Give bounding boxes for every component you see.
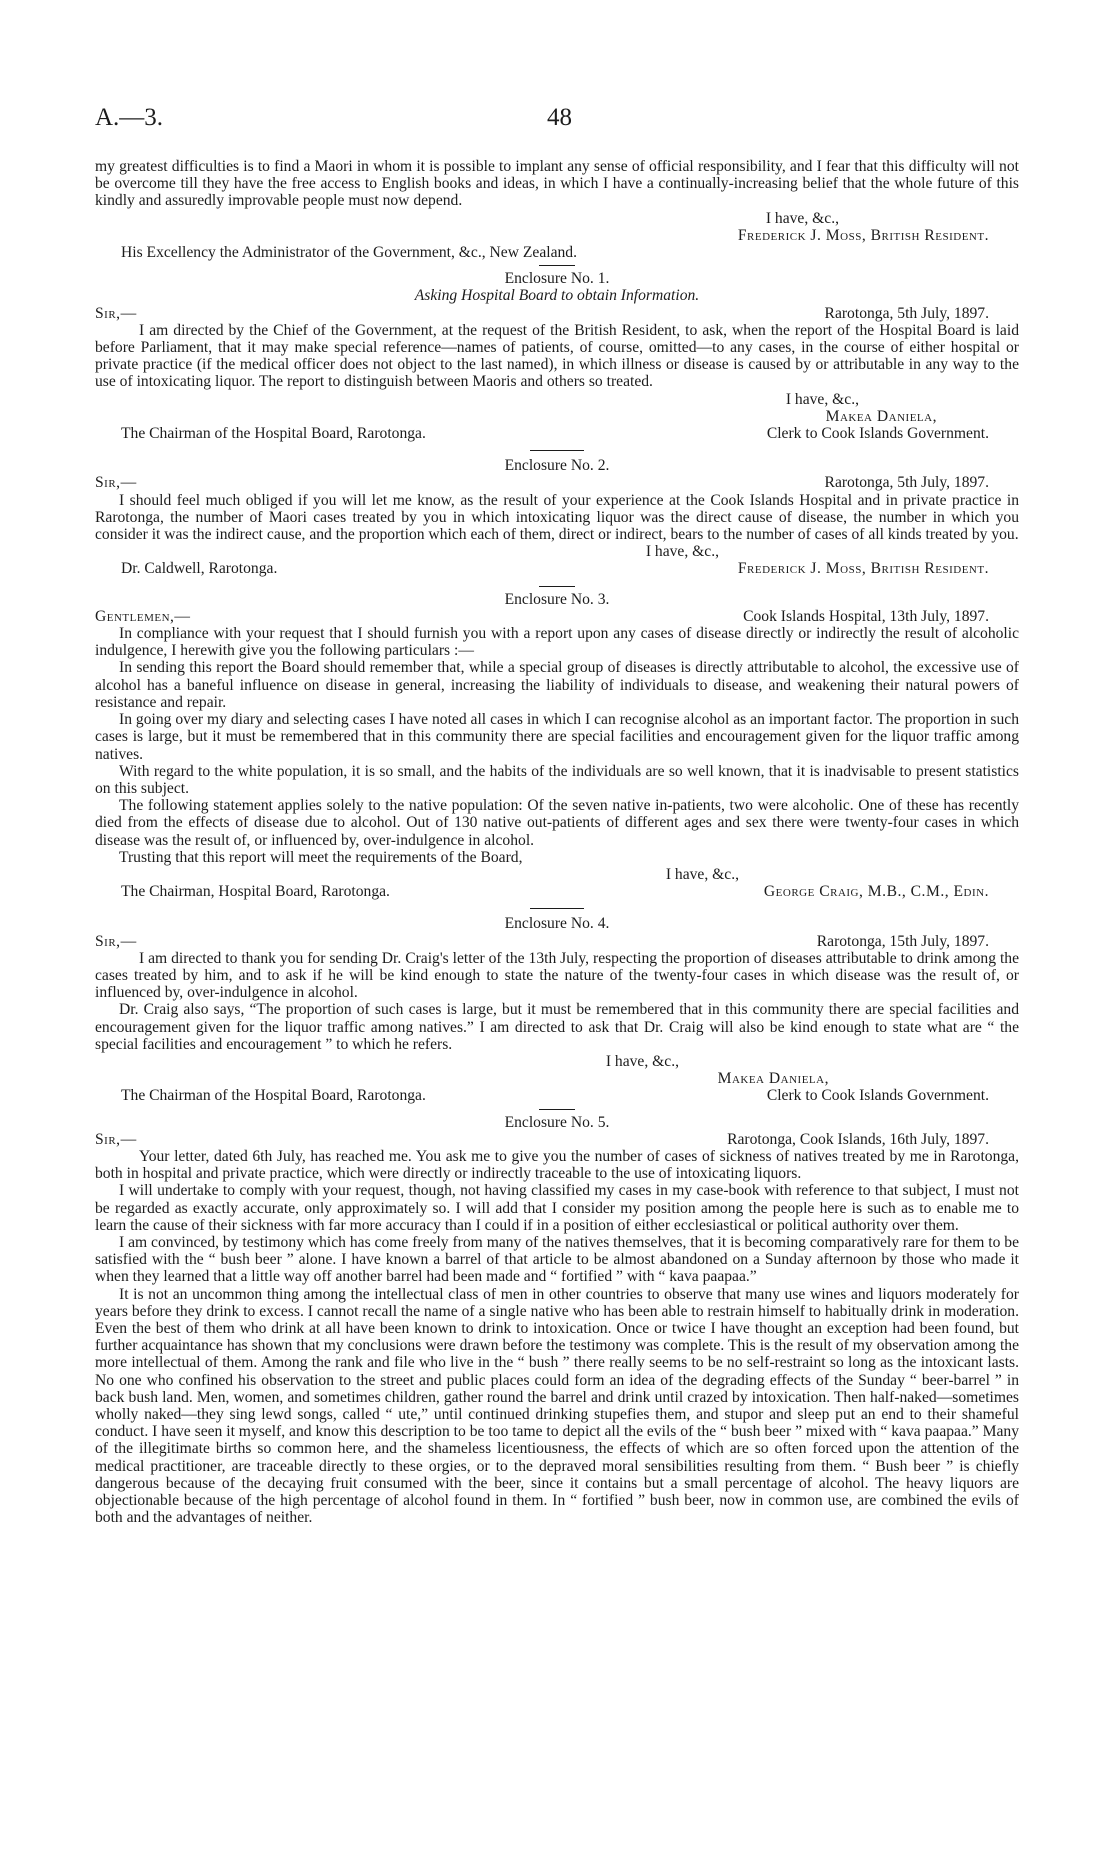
intro-signature [95,227,1019,244]
divider-rule [530,450,584,451]
document-body [95,158,1019,1526]
salutation-row [95,1131,1019,1148]
addressee-row [95,560,1019,577]
divider-rule [539,1109,575,1110]
addressee: The Chairman, Hospital Board, Rarotonga. [121,883,390,901]
signature [738,560,1019,577]
enclosure-5 [95,1114,1019,1527]
letter-closing: I have, &c., [785,390,859,408]
enclosure-title: Enclosure No. 4. [504,915,610,933]
salutation: Sir,— [95,932,137,950]
letter-paragraph: I should feel much obliged if you will let me know, as the result of your experience at the Cook Islands Hospital and in private practice in Rarotonga, the number of Maori cases treated by you in which intoxicating liquor was the direct cause of disease, the number in which you consider it was the indirect cause, and the proportion which each of them, direct or indirect, bears to the number of cases of all kinds treated by you. [95,491,1019,544]
enclosure-3 [95,591,1019,901]
intro-addressee: His Excellency the Administrator of the Government, &c., New Zealand. [121,244,577,262]
letter-paragraph: Your letter, dated 6th July, has reached me. You ask me to give you the number of cases of sickness of natives treated by me in Rarotonga, both in hospital and private practice, which were directly or indirectly traceable to the use of intoxicating liquors. [95,1147,1019,1183]
place-date: Rarotonga, 15th July, 1897. [816,932,989,950]
enclosure-4 [95,915,1019,1104]
document-reference: A.—3. [95,104,164,131]
letter-closing: I have, &c., [605,1052,679,1070]
salutation: Sir,— [95,474,137,492]
letter-paragraph: Dr. Craig also says, “The proportion of such cases is large, but it must be remembered that in this community there are special facilities and encouragement given for the liquor traffic among natives.” I am directed to ask that Dr. Craig will also be kind enough to state what are “ the special facilities and encouragement ” to which he refers. [95,1001,1019,1053]
letter-paragraph: I am convinced, by testimony which has come freely from many of the natives themselves, that it is becoming comparatively rare for them to be satisfied with the “ bush beer ” alone. I have known a barrel of that article to be almost abandoned on a Sunday afternoon by those who made it when they learned that a little way off another barrel had been made and “ fortified ” with “ kava paapaa.” [95,1233,1019,1286]
signatory-name [95,1070,1019,1087]
letter-paragraph: I am directed to thank you for sending Dr. Craig's letter of the 13th July, respecting the proportion of diseases attributable to drink among the cases treated by him, and to ask if he will be kind enough to state the nature of the twenty-four cases in which disease was the result of, or influenced by, over-indulgence in alcohol. [95,949,1019,1002]
letter-paragraph: It is not an uncommon thing among the intellectual class of men in other countries to observe that many use wines and liquors moderately for years before they drink to excess. I cannot recall the name of a single native who has been able to restrain himself to habitually drink in moderation. Even the best of them who drink at all have been known to drink to intoxication. Once or twice I have thought an exception had been found, but further acquaintance has shown that my conclusions were drawn before the testimony was complete. This is the result of my observation among the more intellectual of them. Among the rank and file who live in the “ bush ” there really seems to be no self-restraint so long as the intoxicant lasts. No one who confined his observation to the street and public places could form an idea of the degrading effects of the Sunday “ beer-barrel ” in back bush land. Men, women, and sometimes children, gather round the barrel and drink until crazed by intoxication. Then half-naked—sometimes wholly naked—they sing lewd songs, called “ ute,” until continued drinking stupefies them, and stupor and sleep put an end to their shameful conduct. I have seen it myself, and know this description to be too tame to depict all the evils of the “ bush beer ” mixed with “ kava paapaa.” Many of the illegitimate births so common here, and the shameless licentiousness, the effects of which are so often forced upon the attention of the medical practitioner, are traceable directly to these orgies, or to the depraved moral sensibilities resulting from them. “ Bush beer ” is chiefly dangerous because of the decaying fruit consumed with the beer, since it contains but a small percentage of alcohol. The heavy liquors are objectionable because of the high percentage of alcohol found in them. In “ fortified ” bush beer, now in common use, are combined the evils of both and the advantages of neither. [95,1285,1019,1527]
signatory-title: Clerk to Cook Islands Government. [766,425,989,443]
place-date: Rarotonga, 5th July, 1897. [824,474,989,492]
letter-paragraph: In compliance with your request that I should furnish you with a report upon any cases of disease directly or indirectly the result of alcoholic indulgence, I herewith give you the following particulars :— [95,625,1019,660]
page-number: 48 [547,104,572,131]
enclosure-1 [95,270,1019,442]
signatory-name-text: Makea Daniela, [825,407,937,425]
enclosure-subtitle: Asking Hospital Board to obtain Information. [414,287,700,305]
enclosure-title: Enclosure No. 3. [504,590,610,608]
place-date: Cook Islands Hospital, 13th July, 1897. [743,607,989,625]
addressee-row [95,425,1019,442]
letter-paragraph: I will undertake to comply with your request, though, not having classified my cases in my case-book with reference to that subject, I must not be regarded as exactly accurate, only approximately so. I will add that I consider my position among the people here is such as to enable me to learn the cause of their sickness with far more accuracy than I could if in a position of either ecclesiastical or political authority over them. [95,1182,1019,1234]
intro-paragraph: my greatest difficulties is to find a Maori in whom it is possible to implant any sense of official responsibility, and I fear that this difficulty will not be overcome till they have the free access to English books and ideas, in which I have a continually-increasing belief that the whole future of this kindly and assuredly improvable people must now depend. [95,158,1019,210]
letter-paragraph: In going over my diary and selecting cases I have noted all cases in which I can recognise alcohol as an important factor. The proportion in such cases is large, but it must be remembered that in this community there are special facilities and encouragement given for the liquor traffic among natives. [95,711,1019,763]
salutation: Sir,— [95,304,137,322]
addressee: Dr. Caldwell, Rarotonga. [121,560,278,578]
divider-rule [530,908,584,909]
salutation: Sir,— [95,1130,137,1148]
signature [764,883,1019,900]
letter-paragraph: The following statement applies solely to the native population: Of the seven native in-patients, two were alcoholic. One of these has recently died from the effects of disease due to alcohol. Out of 130 native out-patients of different ages and sex there were twenty-four cases in which disease was the result of, or influenced by, over-indulgence in alcohol. [95,797,1019,849]
letter-paragraph: Trusting that this report will meet the requirements of the Board, [119,848,523,866]
salutation-row [95,474,1019,491]
enclosure-2 [95,457,1019,577]
letter-closing: I have, &c., [645,543,719,561]
divider-rule [539,265,575,266]
place-date: Rarotonga, Cook Islands, 16th July, 1897. [727,1130,989,1148]
enclosure-title: Enclosure No. 1. [504,270,610,288]
intro-closing: I have, &c., [765,209,839,227]
salutation: Gentlemen,— [95,607,191,625]
enclosure-title: Enclosure No. 2. [504,457,610,475]
place-date: Rarotonga, 5th July, 1897. [824,304,989,322]
page-header [95,104,1019,144]
salutation-row [95,608,1019,625]
signatory-name [95,408,1019,425]
letter-paragraph: In sending this report the Board should remember that, while a special group of diseases is directly attributable to alcohol, the excessive use of alcohol has a baneful influence on disease in general, increasing the liability of individuals to disease, and weakening their natural powers of resistance and repair. [95,659,1019,711]
divider-rule [539,586,575,587]
addressee-row [95,1087,1019,1104]
signatory-title: Clerk to Cook Islands Government. [766,1087,989,1105]
addressee: The Chairman of the Hospital Board, Rarotonga. [121,1087,426,1105]
signature-text: George Craig, M.B., C.M., Edin. [763,883,989,901]
letter-paragraph: With regard to the white population, it is so small, and the habits of the individuals are so well known, that it is inadvisable to present statistics on this subject. [95,762,1019,797]
letter-paragraph: I am directed by the Chief of the Government, at the request of the British Resident, to ask, when the report of the Hospital Board is laid before Parliament, that it may make special reference—names of patients, of course, omitted—to any cases, in the course of either hospital or private practice (if the medical officer does not object to the last named), in which illness or disease is caused by or attributable in any way to the use of intoxicating liquor. The report to distinguish between Maoris and others so treated. [95,321,1019,391]
salutation-row [95,305,1019,322]
addressee: The Chairman of the Hospital Board, Rarotonga. [121,425,426,443]
letter-closing: I have, &c., [665,865,739,883]
signature-text: Frederick J. Moss, British Resident. [737,560,989,578]
signatory-name-text: Makea Daniela, [717,1070,829,1088]
enclosure-title: Enclosure No. 5. [504,1113,610,1131]
addressee-row [95,883,1019,900]
intro-signature-text: Frederick J. Moss, British Resident. [737,226,989,244]
salutation-row [95,933,1019,950]
